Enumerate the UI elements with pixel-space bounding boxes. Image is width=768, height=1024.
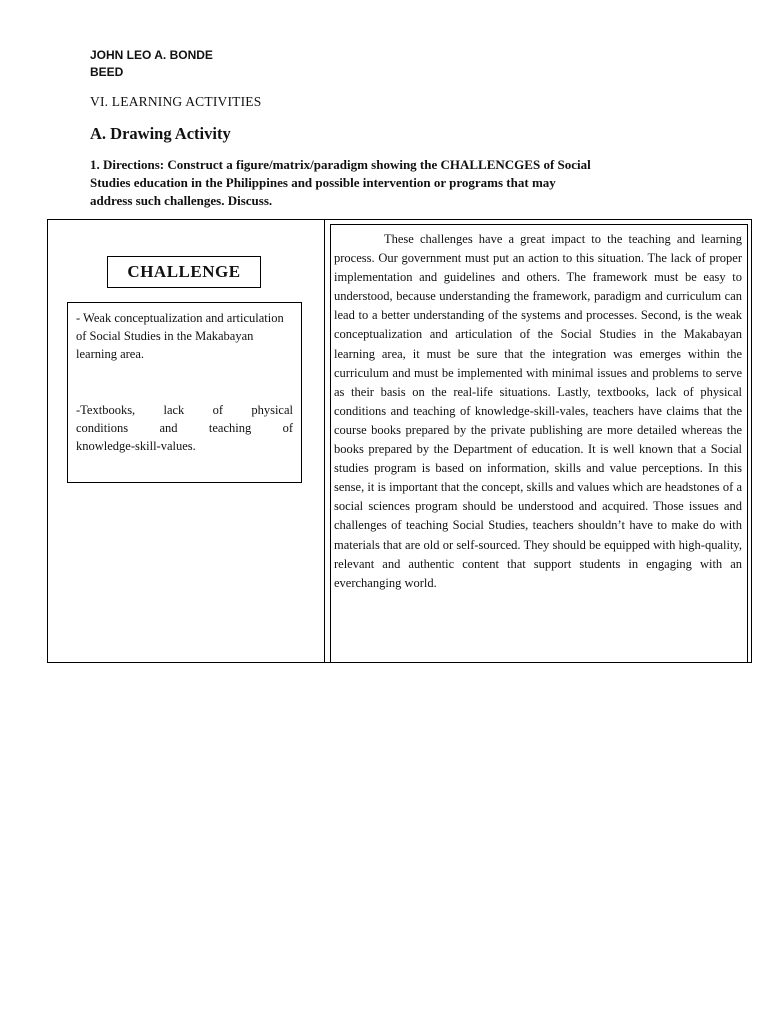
challenge-item-2 xyxy=(76,401,293,455)
author-program: BEED xyxy=(90,65,124,79)
activity-table xyxy=(47,219,752,663)
author-name: JOHN LEO A. BONDE xyxy=(90,48,213,62)
section-title: VI. LEARNING ACTIVITIES xyxy=(90,94,262,109)
challenge-item-2-line-2: conditions and teaching of xyxy=(76,421,293,435)
challenge-item-2-line-3: knowledge-skill-values. xyxy=(76,439,196,453)
inner-cell-top-border xyxy=(330,224,748,225)
challenge-item-2-line-1: -Textbooks, lack of physical xyxy=(76,403,293,417)
inner-cell-right-border xyxy=(747,224,748,662)
directions-line-2: Studies education in the Philippines and possible intervention or programs that may xyxy=(90,175,556,190)
challenge-box xyxy=(67,302,302,483)
table-column-divider xyxy=(324,220,325,662)
subsection-title: A. Drawing Activity xyxy=(90,124,231,143)
inner-cell-left-border xyxy=(330,224,331,662)
directions xyxy=(90,156,690,210)
discussion-paragraph: These challenges have a great impact to the teaching and learning process. Our government must put an action to this situation. The lack of proper implementation and guidelines and others. The framework must be easy to understood, because understanding the framework, paradigm and curriculum can lead to a better understanding of the systems and processes. Second, is the weak conceptualization and articulation of the Social Studies in the Makabayan learning area, it must be sure that the integration was emerges within the curriculum and must be implemented with minimal issues and problems to serve as their basis on the real-life situations. Lastly, textbooks, lack of physical conditions and teaching of knowledge-skill-vales, teachers have claims that the course books prepared by the private publishing are more detailed whereas the books prepared by the Department of education. It is well known that a Social studies program is based on information, skills and value perceptions. In this sense, it is important that the concept, skills and values which are headstones of a social sciences program should be understood and acquired. Those issues and challenges of teaching Social Studies, teachers shouldn’t have to make do with materials that are old or self-sourced. They should be equipped with high-quality, relevant and authentic content that support students in engaging with an everchanging world. xyxy=(334,232,742,590)
discussion-text xyxy=(334,230,742,593)
directions-line-1: 1. Directions: Construct a figure/matrix/paradigm showing the CHALLENCGES of Social xyxy=(90,157,591,172)
directions-line-3: address such challenges. Discuss. xyxy=(90,193,273,208)
challenge-title: CHALLENGE xyxy=(107,256,261,288)
author-block xyxy=(90,47,213,81)
challenge-item-1: - Weak conceptualization and articulation of Social Studies in the Makabayan learning area. xyxy=(76,311,284,361)
